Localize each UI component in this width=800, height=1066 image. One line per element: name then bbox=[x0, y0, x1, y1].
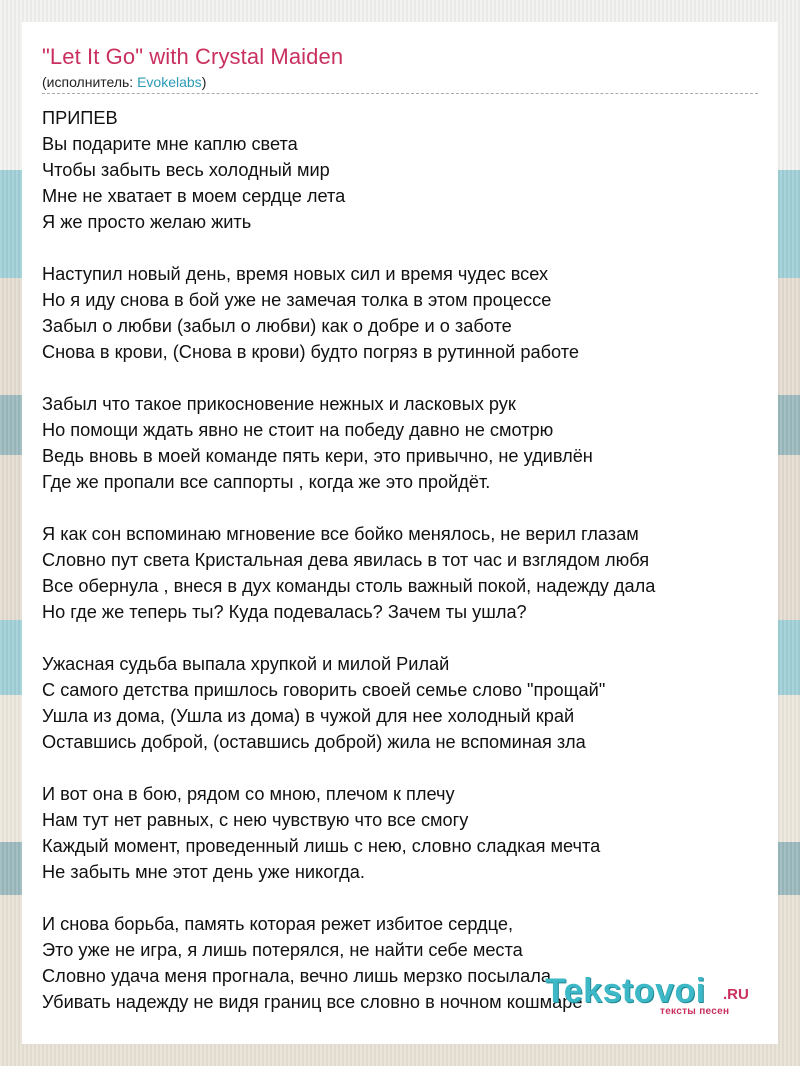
lyric-line: Словно пут света Кристальная дева явилась в тот час и взглядом любя bbox=[42, 550, 650, 570]
lyric-line: Где же пропали все саппорты , когда же это пройдёт. bbox=[42, 472, 491, 492]
logo-wordmark: Tekstovoi bbox=[545, 972, 706, 1010]
logo-tagline: тексты песен bbox=[660, 1006, 730, 1017]
lyrics-body bbox=[42, 105, 762, 1015]
lyric-line: Каждый момент, проведенный лишь с нею, словно сладкая мечта bbox=[42, 836, 601, 856]
lyric-line: Оставшись доброй, (оставшись доброй) жила не вспоминая зла bbox=[42, 732, 586, 752]
stanza-gap bbox=[42, 235, 762, 261]
lyric-line: Но где же теперь ты? Куда подевалась? Зачем ты ушла? bbox=[42, 602, 527, 622]
lyric-line: Я как сон вспоминаю мгновение все бойко менялось, не верил глазам bbox=[42, 524, 639, 544]
lyric-line: Убивать надежду не видя границ все словно в ночном кошмаре bbox=[42, 992, 583, 1012]
artist-suffix: ) bbox=[201, 74, 207, 90]
lyric-line: Вы подарите мне каплю света bbox=[42, 134, 298, 154]
lyrics-card bbox=[22, 22, 778, 1044]
site-logo[interactable] bbox=[545, 972, 775, 1020]
stanza-gap bbox=[42, 885, 762, 911]
title-divider bbox=[42, 93, 758, 94]
lyric-line: Словно удача меня прогнала, вечно лишь мерзко посылала bbox=[42, 966, 552, 986]
lyric-line: Но помощи ждать явно не стоит на победу давно не смотрю bbox=[42, 420, 554, 440]
lyric-line: Не забыть мне этот день уже никогда. bbox=[42, 862, 365, 882]
lyric-line: Это уже не игра, я лишь потерялся, не найти себе места bbox=[42, 940, 523, 960]
lyric-line: Забыл что такое прикосновение нежных и ласковых рук bbox=[42, 394, 516, 414]
lyric-line: Забыл о любви (забыл о любви) как о добре и о заботе bbox=[42, 316, 512, 336]
artist-link[interactable]: Evokelabs bbox=[137, 74, 202, 90]
stanza-gap bbox=[42, 495, 762, 521]
lyric-line: Наступил новый день, время новых сил и время чудес всех bbox=[42, 264, 549, 284]
lyric-line: Нам тут нет равных, с нею чувствую что все смогу bbox=[42, 810, 469, 830]
lyric-line: Но я иду снова в бой уже не замечая толка в этом процессе bbox=[42, 290, 552, 310]
lyric-line: Снова в крови, (Снова в крови) будто погряз в рутинной работе bbox=[42, 342, 579, 362]
lyric-line: Мне не хватает в моем сердце лета bbox=[42, 186, 346, 206]
lyric-line: И снова борьба, память которая режет избитое сердце, bbox=[42, 914, 514, 934]
song-title: "Let It Go" with Crystal Maiden bbox=[42, 44, 344, 69]
lyric-line: Ужасная судьба выпала хрупкой и милой Рилай bbox=[42, 654, 450, 674]
artist-prefix: (исполнитель: bbox=[42, 74, 138, 90]
stanza-gap bbox=[42, 755, 762, 781]
lyric-line: Ушла из дома, (Ушла из дома) в чужой для нее холодный край bbox=[42, 706, 575, 726]
lyric-line: С самого детства пришлось говорить своей семье слово "прощай" bbox=[42, 680, 606, 700]
stanza-gap bbox=[42, 365, 762, 391]
lyric-line: Чтобы забыть весь холодный мир bbox=[42, 160, 330, 180]
lyric-line: И вот она в бою, рядом со мною, плечом к плечу bbox=[42, 784, 455, 804]
stanza-gap bbox=[42, 625, 762, 651]
lyric-line: ПРИПЕВ bbox=[42, 108, 118, 128]
lyric-line: Ведь вновь в моей команде пять кери, это привычно, не удивлён bbox=[42, 446, 593, 466]
lyric-line: Я же просто желаю жить bbox=[42, 212, 252, 232]
artist-line bbox=[42, 74, 206, 90]
logo-domain: .RU bbox=[723, 986, 749, 1003]
lyric-line: Все обернула , внеся в дух команды столь важный покой, надежду дала bbox=[42, 576, 656, 596]
